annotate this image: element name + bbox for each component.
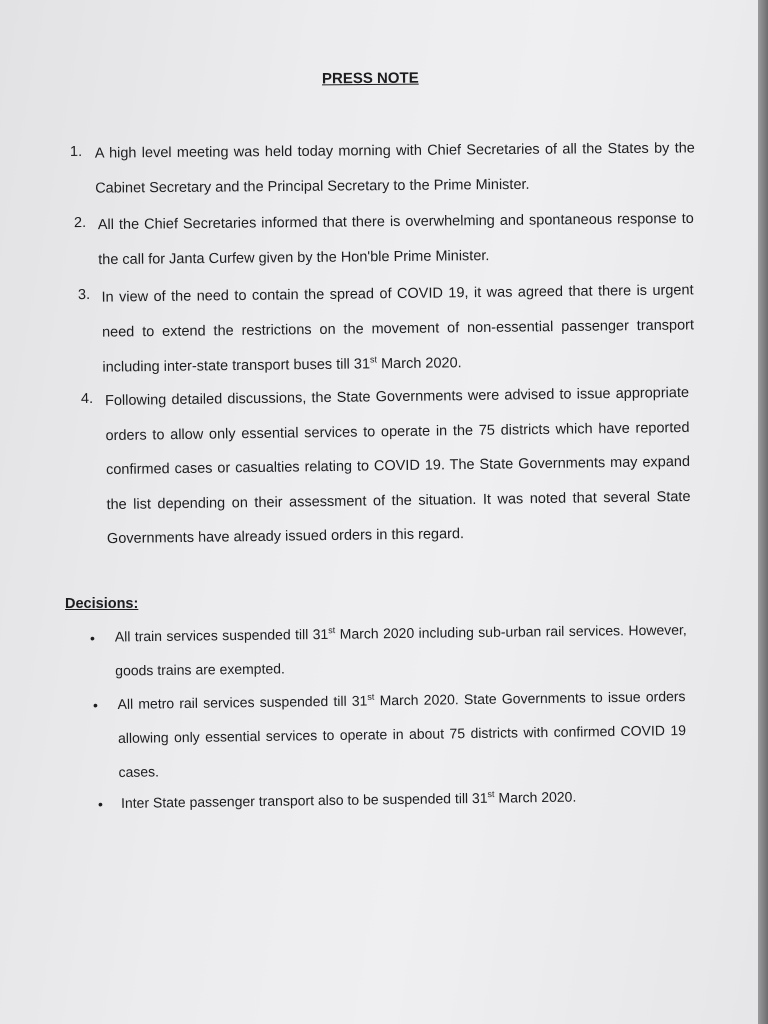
bullet-icon — [90, 621, 95, 655]
decision-item — [121, 778, 681, 820]
text-segment: March 2020 including sub-urban rail services. However, goods trains are exempted. — [115, 621, 687, 679]
background-edge — [758, 0, 768, 1024]
item-number: 2. — [73, 214, 87, 232]
text-segment: March 2020. — [376, 355, 462, 373]
bullet-icon — [93, 688, 98, 722]
text-segment: Inter State passenger transport also to be suspended till 31 — [120, 789, 488, 811]
item-number: 3. — [77, 286, 91, 304]
text-segment: All metro rail services suspended till 31 — [117, 692, 368, 712]
item-number: 1. — [69, 143, 83, 161]
text-segment: March 2020. State Governments to issue orders allowing only essential services to operate in about 75 districts with confirmed COVID 19 cases. — [117, 688, 687, 780]
decisions-heading: Decisions: — [65, 596, 139, 612]
superscript: st — [487, 789, 495, 800]
superscript: st — [367, 691, 375, 702]
item-paragraph: All the Chief Secretaries informed that there is overwhelming and spontaneous response to the call for Janta Curfew given by the Hon'ble Prime Minister. — [97, 210, 694, 269]
text-segment: In view of the need to contain the spread of COVID 19, it was agreed that there is urgent need to extend the restrictions on the movement of non-essential passenger transport including inter-state transport buses till 31 — [101, 282, 695, 376]
superscript: st — [328, 625, 336, 636]
superscript: st — [369, 354, 378, 365]
item-paragraph: A high level meeting was held today morning with Chief Secretaries of all the States by the Cabinet Secretary and the Principal Secretary to the Prime Minister. — [94, 140, 695, 197]
item-number: 4. — [80, 390, 94, 408]
item-paragraph: Following detailed discussions, the State Governments were advised to issue appropriate orders to allow only essential services to operate in the 75 districts which have reported confirmed cases or casualties relating to COVID 19. The State Governments may expand the list depending on their assessment of the situation. It was noted that several State Governments have already issued orders in this regard. — [104, 384, 691, 548]
decision-item — [115, 613, 688, 688]
text-segment: March 2020. — [494, 788, 577, 806]
text-segment: All train services suspended till 31 — [114, 625, 329, 645]
decision-item — [117, 679, 686, 789]
item-paragraph — [101, 273, 694, 385]
bullet-icon — [98, 787, 103, 821]
document-title: PRESS NOTE — [321, 69, 419, 88]
